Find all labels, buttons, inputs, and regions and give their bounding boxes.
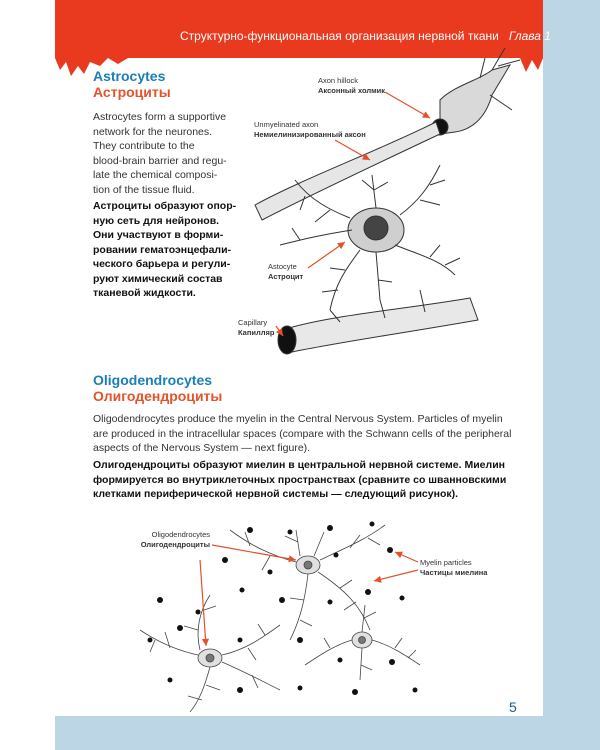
myelin-particle [370, 522, 375, 527]
myelin-particle [177, 625, 183, 631]
oligodendrocytes-text-ru: Олигодендроциты образуют миелин в центральной нервной системе. Миелин формируется во внутриклеточных пространствах (сравните со шванновскими клетками периферической нервной системы — следующий рисунок). [93, 459, 507, 500]
myelin-particle [400, 596, 405, 601]
myelin-particle [222, 557, 228, 563]
myelin-particle [279, 597, 285, 603]
myelin-particle [196, 610, 201, 615]
header-chapter: Глава 1 [508, 29, 551, 43]
oligodendrocytes-text-en: Oligodendrocytes produce the myelin in the Central Nervous System. Particles of myelin are produced in the intracellular spaces (compare with the Schwann cells of the peripheral aspects of the Nervous System — next figure). [93, 413, 512, 454]
myelin-particle [148, 638, 153, 643]
myelin-particle [268, 570, 273, 575]
arrow-myelin-1 [395, 552, 418, 562]
myelin-particle [288, 530, 293, 535]
myelin-particle [365, 589, 371, 595]
arrow-unmyelinated-axon [335, 140, 370, 160]
label-myelin-particles: Myelin particles Частицы миелина [420, 558, 488, 577]
myelin-particle [352, 689, 358, 695]
label-axon-hillock: Axon hillock Аксонный холмик [318, 76, 386, 95]
myelin-particle [297, 637, 303, 643]
myelin-particle [328, 600, 333, 605]
heading-oligodendrocytes-en: Oligodendrocytes [93, 372, 213, 388]
myelin-particle [298, 686, 303, 691]
myelin-particle [338, 658, 343, 663]
label-capillary: Capillary Капилляр [238, 318, 275, 337]
figure-oligodendrocytes [140, 525, 420, 712]
myelin-particle [387, 547, 393, 553]
arrow-myelin-2 [374, 570, 418, 581]
heading-oligodendrocytes-ru: Олигодендроциты [93, 388, 223, 404]
heading-astrocytes-ru: Астроциты [93, 84, 171, 100]
myelin-particle [237, 687, 243, 693]
myelin-particle [413, 688, 418, 693]
label-oligodendrocytes: Oligodendrocytes Олигодендроциты [140, 530, 210, 549]
label-unmyelinated-axon: Unmyelinated axon Немиелинизированный аксон [254, 120, 366, 139]
myelin-particle [247, 527, 253, 533]
astrocytes-text-en: Astrocytes form a supportive network for the neurones. They contribute to the blood-brain barrier and regu- late the chemical composi- tion of the tissue fluid. [93, 111, 227, 196]
myelin-particle [168, 678, 173, 683]
heading-astrocytes-en: Astrocytes [93, 68, 166, 84]
myelin-particle [389, 659, 395, 665]
myelin-particle [157, 597, 163, 603]
neuron-body [440, 65, 510, 134]
label-astrocyte: Astocyte Астроцит [268, 262, 304, 281]
myelin-particle [238, 638, 243, 643]
astrocytes-text-ru: Астроциты образуют опор- ную сеть для нейронов. Они участвуют в форми- ровании гематоэнцефали- ческого барьера и регули- руют химический состав тканевой жидкости. [93, 200, 237, 299]
myelin-particle [240, 588, 245, 593]
myelin-particle [327, 525, 333, 531]
myelin-particle [334, 553, 339, 558]
header-title: Структурно-функциональная организация нервной ткани [180, 29, 499, 43]
capillary [282, 298, 478, 352]
page-number: 5 [509, 699, 517, 715]
astrocyte-nucleus [364, 216, 388, 240]
